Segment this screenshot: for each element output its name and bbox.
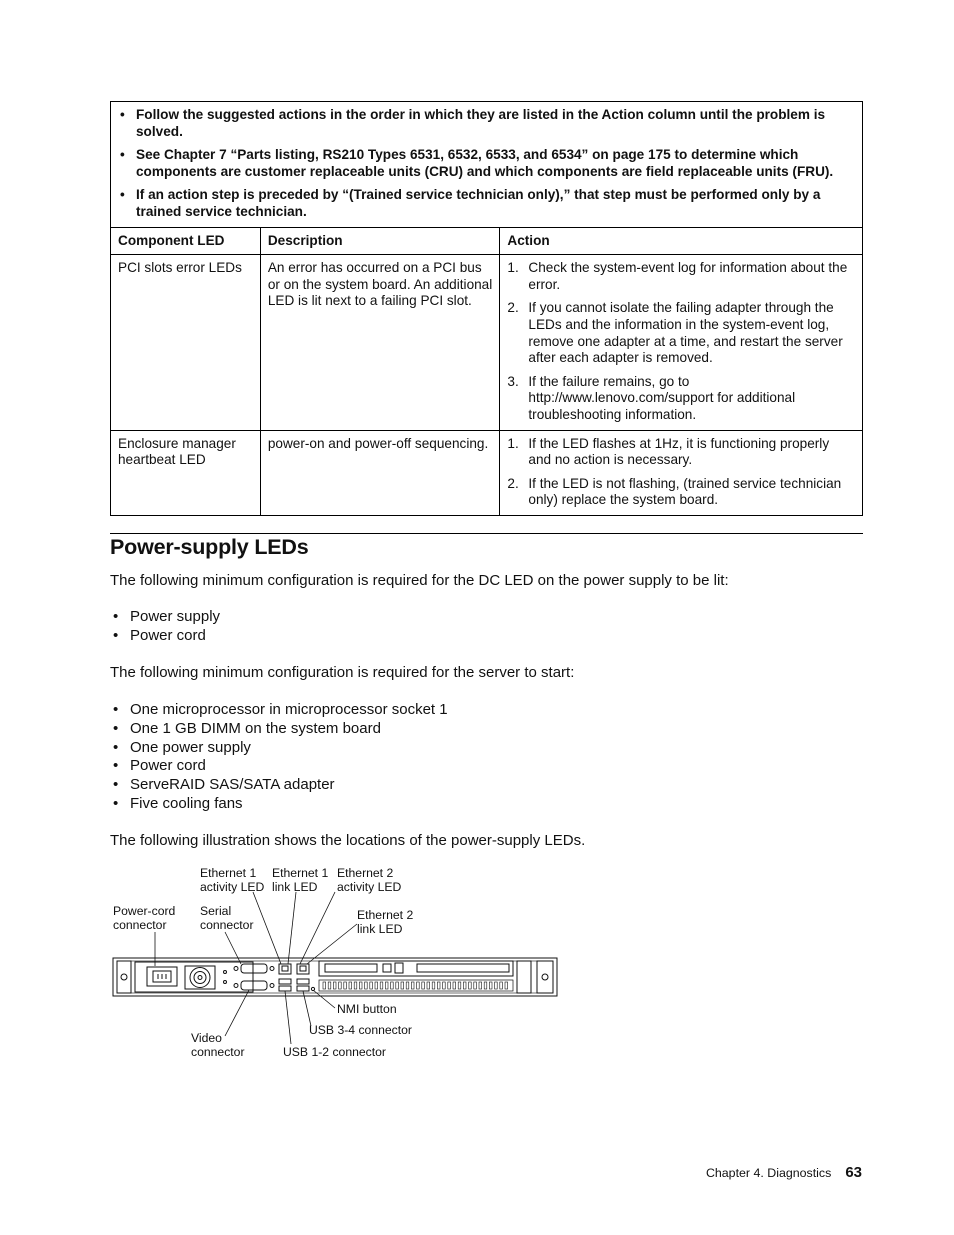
list-item: • ServeRAID SAS/SATA adapter (110, 776, 448, 795)
usb-1-port (279, 979, 291, 984)
step-text: If the LED flashes at 1Hz, it is functioning properly and no action is necessary. (528, 435, 830, 468)
label-nmi-button: NMI button (337, 1002, 397, 1016)
table-row (111, 255, 863, 430)
step-number: 1. (507, 435, 519, 451)
label-ethernet-1-link-led: Ethernet 1 link LED (272, 866, 329, 895)
label-ethernet-2-activity-led: Ethernet 2 activity LED (337, 866, 402, 895)
psu-fan (190, 968, 210, 988)
table-notes-row (111, 102, 863, 228)
component-cell: Enclosure manager heartbeat LED (111, 430, 261, 515)
action-cell (500, 430, 863, 515)
label-power-cord-connector: Power-cord connector (113, 904, 176, 933)
list-item: • Five cooling fans (110, 795, 448, 814)
chassis-inner (117, 961, 553, 993)
table-notes (111, 102, 863, 228)
ventilation-grille (319, 980, 513, 991)
column-header-action: Action (500, 227, 863, 255)
label-ethernet-1-activity-led: Ethernet 1 activity LED (200, 866, 265, 895)
column-header-description: Description (260, 227, 500, 255)
list-item: • Power supply (110, 608, 220, 627)
description-cell: An error has occurred on a PCI bus or on the system board. An additional LED is lit next to a failing PCI slot. (260, 255, 500, 430)
page-footer (706, 1164, 862, 1181)
usb-4-port (297, 986, 309, 991)
note-item: • If an action step is preceded by “(Trained service technician only),” that step must be performed only by a trained service technician. (118, 187, 855, 220)
action-step (507, 476, 855, 509)
description-cell: power-on and power-off sequencing. (260, 430, 500, 515)
step-text: If the LED is not flashing, (trained service technician only) replace the system board. (528, 475, 842, 508)
note-item: • Follow the suggested actions in the order in which they are listed in the Action column until the problem is solved. (118, 107, 855, 140)
label-ethernet-2-link-led: Ethernet 2 link LED (357, 908, 414, 937)
right-rack-ear (537, 961, 553, 993)
dc-led-requirements-list (110, 608, 220, 646)
intro-paragraph: The following minimum configuration is required for the DC LED on the power supply to be lit: (110, 572, 729, 589)
ear-screw (121, 974, 127, 980)
list-item: • Power cord (110, 757, 448, 776)
component-cell: PCI slots error LEDs (111, 255, 261, 430)
intro-paragraph: The following illustration shows the locations of the power-supply LEDs. (110, 832, 586, 849)
server-rear-drawing (105, 860, 565, 1070)
serial-connector (241, 964, 267, 973)
label-usb-3-4-connector: USB 3-4 connector (309, 1023, 412, 1037)
step-text: If the failure remains, go to http://www.lenovo.com/support for additional troubleshooting information. (528, 373, 796, 422)
usb-3-port (297, 979, 309, 984)
action-step (507, 300, 855, 366)
action-step (507, 436, 855, 469)
left-rack-ear (117, 961, 131, 993)
step-number: 1. (507, 260, 519, 276)
list-item: • One microprocessor in microprocessor socket 1 (110, 701, 448, 720)
pci-slot-2 (417, 964, 509, 972)
video-connector (241, 981, 267, 990)
pci-slot-1 (325, 964, 377, 972)
page-number: 63 (845, 1164, 862, 1181)
step-text: Check the system-event log for information about the error. (528, 260, 848, 292)
action-step (507, 374, 855, 424)
usb-2-port (279, 986, 291, 991)
label-usb-1-2-connector: USB 1-2 connector (283, 1045, 386, 1059)
server-rear-illustration (105, 860, 565, 1070)
column-header-component: Component LED (111, 227, 261, 255)
table-row (111, 430, 863, 515)
list-item: • One power supply (110, 739, 448, 758)
note-item: • See Chapter 7 “Parts listing, RS210 Types 6531, 6532, 6533, and 6534” on page 175 to determine which components are customer replaceable units (CRU) and which components are field replaceable units (FRU). (118, 147, 855, 180)
action-cell (500, 255, 863, 430)
chapter-label: Chapter 4. Diagnostics (705, 1166, 832, 1180)
section-title: Power-supply LEDs (110, 535, 309, 559)
label-video-connector: Video connector (191, 1031, 245, 1060)
step-text: If you cannot isolate the failing adapter through the LEDs and the information in the system-event log, remove one adapter at a time, and restart the server after each adapter is removed. (528, 300, 843, 366)
list-item: • Power cord (110, 627, 220, 646)
step-number: 2. (507, 300, 519, 316)
led-table (110, 101, 863, 516)
action-step (507, 260, 855, 293)
section-divider (110, 533, 863, 534)
table-header-row (111, 227, 863, 255)
label-serial-connector: Serial connector (200, 904, 254, 933)
pci-slot-bracket (319, 961, 513, 976)
intro-paragraph: The following minimum configuration is required for the server to start: (110, 664, 575, 681)
server-start-requirements-list (110, 701, 448, 814)
list-item: • One 1 GB DIMM on the system board (110, 720, 448, 739)
step-number: 3. (507, 373, 519, 389)
step-number: 2. (507, 475, 519, 491)
